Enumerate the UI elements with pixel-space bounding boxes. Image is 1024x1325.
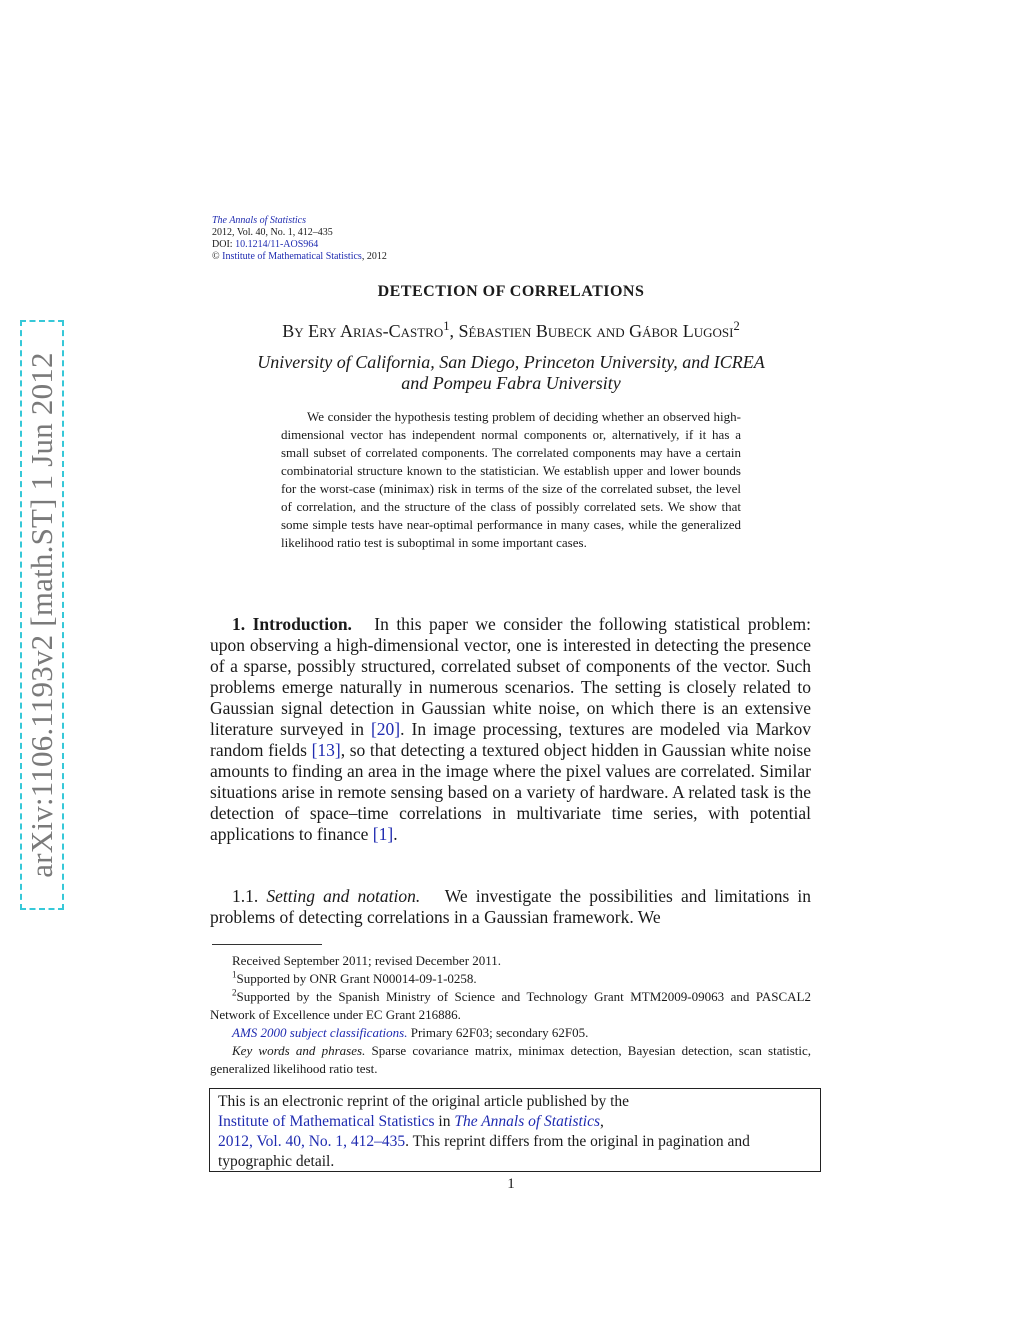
journal-header [212,215,387,263]
doi-label: DOI: [212,239,233,250]
paper-title: DETECTION OF CORRELATIONS [377,283,645,300]
copyright-symbol: © [212,251,220,262]
received-note: Received September 2011; revised December 2011. [232,953,502,968]
journal-issue: 2012, Vol. 40, No. 1, 412–435 [212,227,333,238]
journal-name-link[interactable]: The Annals of Statistics [212,215,306,226]
reprint-notice-box: This is an electronic reprint of the original article published by the Institute of Mathematical Statistics in The Annals of Statistics, 2012, Vol. 40, No. 1, 412–435. This reprint differs from the original in pagination and typographic detail. [209,1088,821,1172]
copyright-year: , 2012 [361,251,387,262]
reprint-publisher-link[interactable]: Institute of Mathematical Statistics [218,1113,435,1130]
author-1: Ery Arias-Castro [308,321,444,341]
doi-link[interactable]: 10.1214/11-AOS964 [235,239,319,250]
reprint-citation-link[interactable]: 2012, Vol. 40, No. 1, 412–435 [218,1133,406,1150]
subsection-setting: 1.1. Setting and notation. We investigate the possibilities and limitations in problems of detecting correlations in a Gaussian framework. We [210,886,812,927]
footnote-2: $^2$Supported by the Spanish Ministry of Science and Technology Grant MTM2009-09063 and PASCAL2 Network of Excellence under EC Grant 216886. [210,987,811,1022]
publisher-link[interactable]: Institute of Mathematical Statistics [222,251,362,262]
author-3: Gábor Lugosi [629,321,734,341]
subsection-title: Setting and notation. [266,886,421,906]
abstract: We consider the hypothesis testing problem of deciding whether an observed high-dimensional vector has independent normal components or, alternatively, if it has a small subset of correlated components. The correlated components may have a certain combinatorial structure known to the statistician. We establish upper and lower bounds for the worst-case (minimax) risk in terms of the size of the correlated subset, the level of correlation, and the structure of the class of possibly correlated sets. We show that some simple tests have near-optimal performance in many cases, while the generalized likelihood ratio test is suboptimal in some important cases. [281,409,741,550]
citation-link-13[interactable]: [13] [311,740,341,760]
arxiv-stamp [20,320,64,910]
citation-link-20[interactable]: [20] [370,719,401,739]
page-number: 1 [507,1176,515,1192]
keywords: Key words and phrases. Sparse covariance matrix, minimax detection, Bayesian detection, scan statistic, generalized likelihood ratio test. [210,1043,811,1076]
introduction-section: 1. Introduction. In this paper we consider the following statistical problem: upon observing a high-dimensional vector, one is interested in detecting the presence of a sparse, possibly structured, correlated subset of components of the vector. Such problems emerge naturally in numerous scenarios. The setting is closely related to Gaussian signal detection in Gaussian white noise, on which there is an extensive literature surveyed in [20]. In image processing, textures are modeled via Markov random fields [13], so that detecting a textured object hidden in Gaussian white noise amounts to finding an area in the image where the pixel values are correlated. Similar situations arise in remote sensing based on a variety of hardware. A related task is the detection of space–time correlations in multivariate time series, with potential applications to finance [1]. [210,614,812,844]
footnotes [210,952,811,1078]
author-2: Sébastien Bubeck [458,321,592,341]
reprint-journal-link[interactable]: The Annals of Statistics [454,1113,601,1130]
authors: By Ery Arias-Castro$^1$, Sébastien Bubeck and Gábor Lugosi$^2$ [282,319,740,341]
affiliations: University of California, San Diego, Princeton University, and ICREA and Pompeu Fabra University [257,352,765,393]
footnote-rule [212,944,322,945]
ams-classifications: AMS 2000 subject classifications. Primary 62F03; secondary 62F05. [232,1025,589,1040]
ams-link[interactable]: AMS 2000 subject classifications. [232,1025,408,1040]
footnote-1: $^1$Supported by ONR Grant N00014-09-1-0258. [232,969,477,986]
citation-link-1[interactable]: [1] [372,824,394,844]
arxiv-id: arXiv:1106.1193v2 [math.ST] 1 Jun 2012 [24,352,59,878]
section-heading: 1. Introduction. [232,614,352,634]
